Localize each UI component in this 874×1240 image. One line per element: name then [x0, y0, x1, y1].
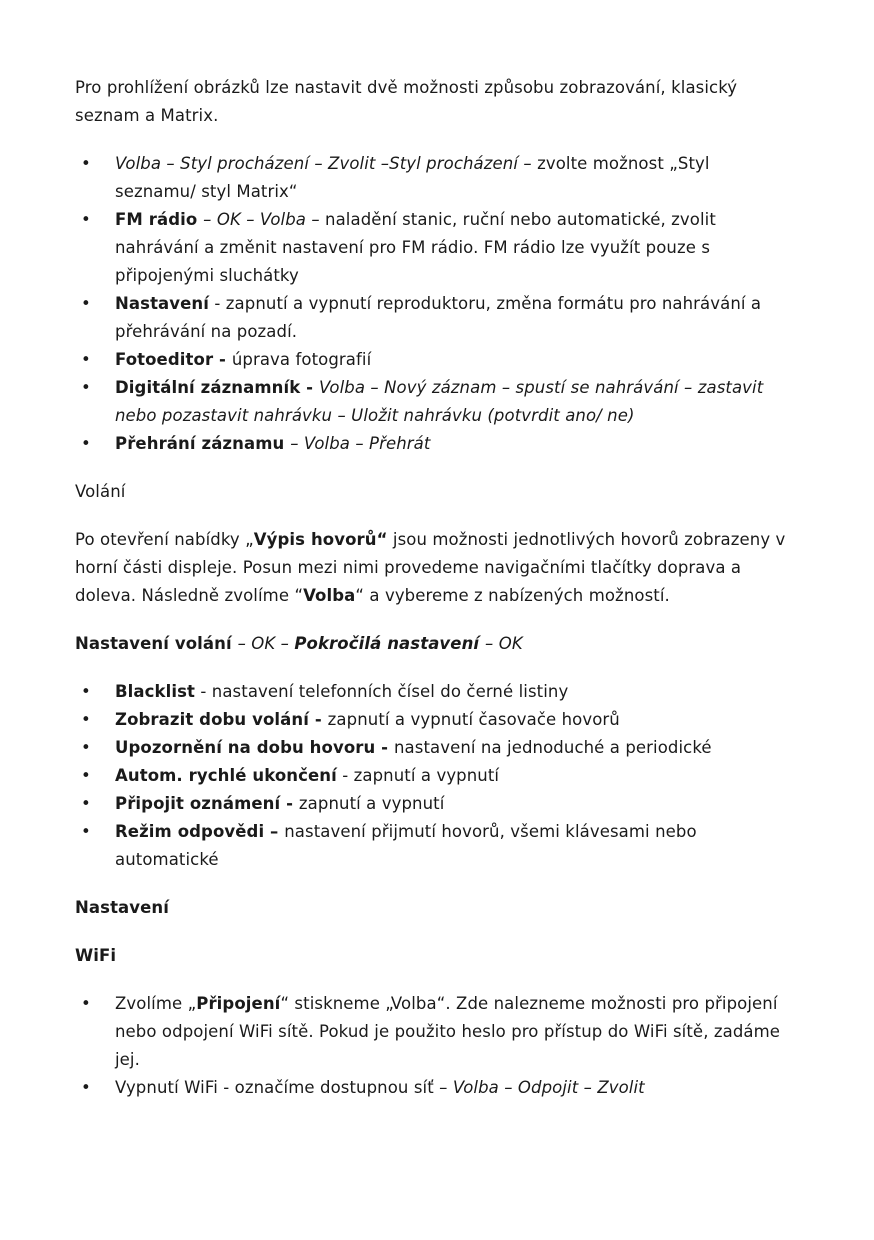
text-segment: “ stiskneme „Volba“. Zde nalezneme možnosti pro připojení nebo odpojení WiFi sítě. Pokud je použito heslo pro přístup do WiFi sítě, zadáme jej. — [115, 994, 781, 1069]
bullet-list — [75, 990, 790, 1102]
list-item — [75, 346, 790, 374]
list-item — [75, 678, 790, 706]
text-segment: Volba — [303, 586, 356, 605]
text-segment: Nastavení — [75, 898, 170, 917]
text-segment: Digitální záznamník - — [115, 378, 319, 397]
text-segment: – Volba – Přehrát — [290, 434, 431, 453]
list-item — [75, 430, 790, 458]
list-item — [75, 790, 790, 818]
text-segment: “ a vybereme z nabízených možností. — [355, 586, 670, 605]
text-segment: Upozornění na dobu hovoru - — [115, 738, 394, 757]
text-segment: – OK – Volba – — [203, 210, 326, 229]
text-segment: - zapnutí a vypnutí — [336, 766, 500, 785]
text-segment: - nastavení telefonních čísel do černé listiny — [195, 682, 569, 701]
text-segment: Zobrazit dobu volání - — [115, 710, 328, 729]
list-item — [75, 206, 790, 290]
text-segment: – OK — [485, 634, 523, 653]
text-segment: – OK – — [237, 634, 295, 653]
text-segment: Režim odpovědi – — [115, 822, 285, 841]
text-segment: Po otevření nabídky „ — [75, 530, 254, 549]
text-segment: Volba – Styl procházení – Zvolit –Styl procházení – — [115, 154, 538, 173]
text-segment: Výpis hovorů“ — [253, 530, 388, 549]
text-segment: WiFi — [75, 946, 117, 965]
list-item — [75, 1074, 790, 1102]
text-segment: Pokročilá nastavení — [294, 634, 486, 653]
text-segment: Připojit oznámení - — [115, 794, 299, 813]
paragraph — [75, 526, 790, 610]
text-segment: naladění stanic, ruční nebo automatické, zvolit nahrávání a změnit nastavení pro FM rádio. FM rádio lze využít pouze s připojenými sluchátky — [115, 210, 716, 285]
section-heading — [75, 894, 790, 922]
list-item — [75, 374, 790, 430]
text-segment: Vypnutí WiFi - označíme dostupnou síť – — [115, 1078, 453, 1097]
paragraph — [75, 630, 790, 658]
text-segment: Zvolíme „ — [115, 994, 197, 1013]
text-segment: Přehrání záznamu — [115, 434, 291, 453]
section-heading — [75, 942, 790, 970]
section-heading — [75, 478, 790, 506]
text-segment: zvolte možnost „Styl seznamu/ styl Matrix“ — [115, 154, 710, 201]
text-segment: nastavení přijmutí hovorů, všemi klávesami nebo automatické — [115, 822, 697, 869]
list-item — [75, 706, 790, 734]
text-segment: FM rádio — [115, 210, 204, 229]
list-item — [75, 818, 790, 874]
text-segment: Blacklist — [115, 682, 196, 701]
text-segment: Fotoeditor - — [115, 350, 232, 369]
list-item — [75, 990, 790, 1074]
paragraph — [75, 74, 790, 130]
text-segment: - zapnutí a vypnutí reproduktoru, změna formátu pro nahrávání a přehrávání na pozadí. — [115, 294, 762, 341]
text-segment: Volba – Nový záznam – spustí se nahrávání – zastavit nebo pozastavit nahrávku – Uložit nahrávku (potvrdit ano/ ne) — [115, 378, 764, 425]
text-segment: Pro prohlížení obrázků lze nastavit dvě možnosti způsobu zobrazování, klasický seznam a Matrix. — [75, 78, 738, 125]
text-segment: zapnutí a vypnutí časovače hovorů — [327, 710, 620, 729]
bullet-list — [75, 150, 790, 458]
text-segment: Volba – Odpojit – Zvolit — [452, 1078, 645, 1097]
list-item — [75, 734, 790, 762]
text-segment: Volání — [75, 482, 126, 501]
bullet-list — [75, 678, 790, 874]
text-segment: úprava fotografií — [231, 350, 372, 369]
text-segment: Připojení — [196, 994, 281, 1013]
list-item — [75, 290, 790, 346]
text-segment: Autom. rychlé ukončení — [115, 766, 337, 785]
list-item — [75, 150, 790, 206]
text-segment: zapnutí a vypnutí — [298, 794, 445, 813]
list-item — [75, 762, 790, 790]
text-segment: nastavení na jednoduché a periodické — [393, 738, 712, 757]
text-segment: jsou možnosti jednotlivých hovorů zobrazeny v horní části displeje. Posun mezi nimi provedeme navigačními tlačítky doprava a doleva. Následně zvolíme “ — [75, 530, 786, 605]
text-segment: Nastavení volání — [75, 634, 238, 653]
text-segment: Nastavení — [115, 294, 210, 313]
